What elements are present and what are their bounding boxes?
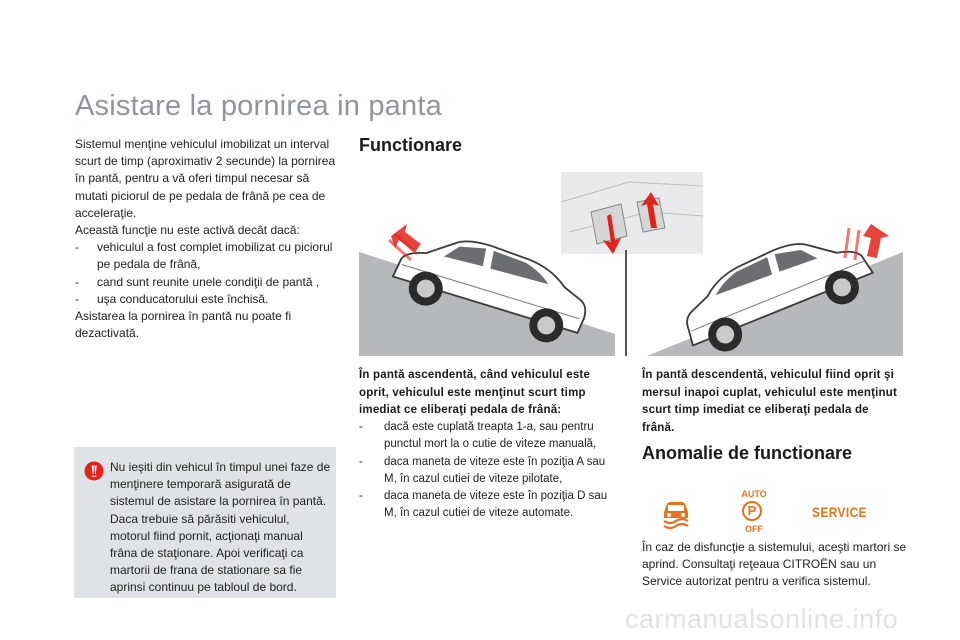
ascent-conditions-list bbox=[359, 419, 621, 523]
intro-condition-lead: Această funcţie nu este activă decât dacă: bbox=[75, 223, 300, 238]
list-item: - uşa conducatorului este închisă. bbox=[75, 291, 337, 308]
anomaly-text: În caz de disfuncţie a sistemului, aceşti martori se aprind. Consultaţi reţeaua CITROËN sau un Service autorizat pentru a verifica sistemul. bbox=[642, 540, 907, 589]
hill-assist-illustration bbox=[359, 172, 903, 356]
intro-note: Asistarea la pornirea în pantă nu poate fi dezactivată. bbox=[75, 309, 292, 341]
section-heading-functionare: Functionare bbox=[359, 135, 463, 155]
lamp-off-label: OFF bbox=[745, 524, 763, 534]
parking-brake-lamp-icon: P bbox=[742, 501, 762, 521]
intro-paragraph: Sistemul menţine vehiculul imobilizat un interval scurt de timp (aproximativ 2 secunde) la pornirea în pantă, pentru a vă oferi timpul necesar să mutati piciorul de pe pedala de frână pe cea de acceleraţie. bbox=[75, 137, 336, 220]
hill-assist-fault-lamp-icon bbox=[658, 494, 694, 530]
service-lamp-icon: SERVICE bbox=[812, 504, 868, 520]
list-item: - vehiculul a fost complet imobilizat cu piciorul pe pedala de frână, bbox=[75, 239, 337, 273]
lamp-auto-label: AUTO bbox=[741, 489, 767, 499]
warning-lamps bbox=[658, 490, 878, 536]
section-heading-anomalie: Anomalie de functionare bbox=[642, 443, 853, 463]
intro-text bbox=[75, 136, 337, 342]
descent-lead-text: În pantă descendentă, vehiculul fiind oprit şi mersul inapoi cuplat, vehiculul este menţinut scurt timp imediat ce eliberaţi pedala de frână. bbox=[642, 369, 898, 434]
watermark: carmanualsonline.info bbox=[625, 604, 899, 634]
ascent-lead-text: În pantă ascendentă, când vehiculul este oprit, vehiculul este menţinut scurt timp imediat ce eliberaţi pedala de frână: bbox=[359, 369, 591, 416]
list-item: - dacă este cuplată treapta 1-a, sau pentru punctul mort la o cutie de viteze manuală, bbox=[359, 419, 621, 454]
exclamation-warning-icon bbox=[84, 461, 104, 481]
page-title: Asistare la pornirea in panta bbox=[75, 90, 442, 122]
list-item: - cand sunt reunite unele condiţii de pantă , bbox=[75, 274, 337, 291]
list-item: - daca maneta de viteze este în poziţia D sau M, în cazul cutiei de viteze automate. bbox=[359, 488, 621, 523]
list-item: - daca maneta de viteze este în poziţia A sau M, în cazul cutiei de viteze pilotate, bbox=[359, 454, 621, 489]
warning-text: Nu ieşiti din vehicul în timpul unei faze de menţinere temporară asigurată de sistemul de asistare la pornirea în pantă. Daca trebuie să părăsiti vehiculul, motorul fiind pornit, acţionaţi manual frâna de staţionare. Apoi verificaţi ca martorii de frana de stationare sa fie aprinsi continuu pe tabloul de bord. bbox=[110, 460, 331, 595]
